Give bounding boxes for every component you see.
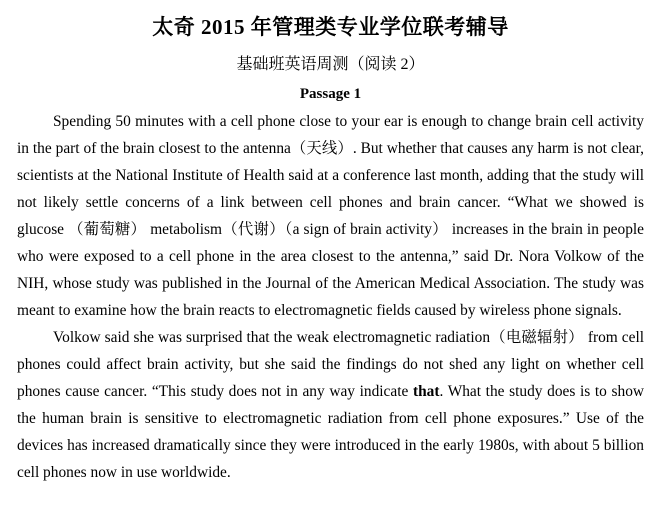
paragraph-1-text: Spending 50 minutes with a cell phone close to your ear is enough to change brain cell activity in the part of the brain closest to the antenna（天线）. But whether that causes any harm is not clear, scientists at the National Institute of Health said at a conference last month, adding that the study will not likely settle concerns of a link between cell phones and brain cancer. “What we showed is glucose （葡萄糖） metabolism（代谢）（a sign of brain activity） increases in the brain in people who were exposed to a cell phone in the area closest to the antenna,” said Dr. Nora Volkow of the NIH, whose study was published in the Journal of the American Medical Association. The study was meant to examine how the brain reacts to electromagnetic fields caused by wireless phone signals. <box>17 113 644 319</box>
passage-body <box>17 108 644 486</box>
paragraph-2-text-pre: Volkow said she was surprised that the weak electromagnetic radiation（电磁辐射） from cell phones could affect brain activity, but she said the findings do not shed any light on whether cell phones cause cancer. “This study does not in any way indicate <box>17 329 644 400</box>
passage-paragraph-2 <box>17 324 644 486</box>
emphasized-word: that <box>412 383 440 400</box>
document-title: 太奇 2015 年管理类专业学位联考辅导 <box>152 15 509 39</box>
document-subtitle: 基础班英语周测（阅读 2） <box>236 56 425 73</box>
passage-paragraph-1 <box>17 108 644 324</box>
passage-heading: Passage 1 <box>299 86 362 102</box>
paragraph-2-text-post: . What the study does is to show the human brain is sensitive to electromagnetic radiation from cell phone exposures.” Use of the devices has increased dramatically since they were introduced in the early 1980s, with about 5 billion cell phones now in use worldwide. <box>17 383 645 481</box>
